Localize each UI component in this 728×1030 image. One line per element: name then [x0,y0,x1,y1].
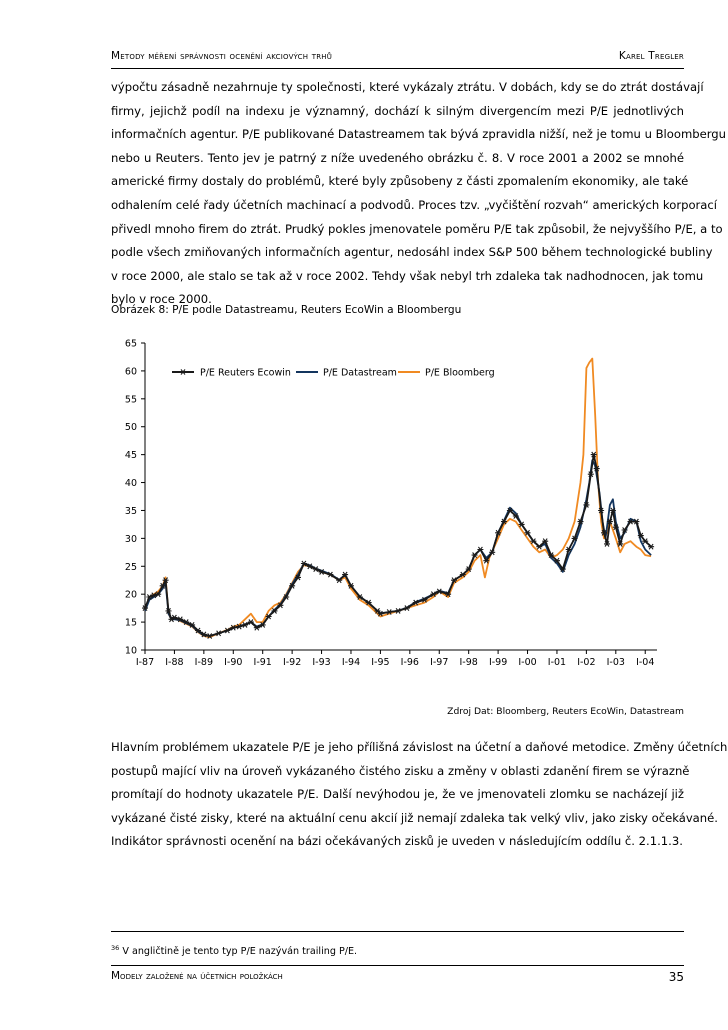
data-point [554,558,560,563]
text-line: podle všech zmiňovaných informačních agentur, nedosáhl index S&P 500 během technologické bubliny [111,245,713,260]
data-point [307,564,313,569]
x-tick-label: I-96 [400,657,419,668]
data-point [617,541,623,546]
data-point [169,617,175,622]
y-tick-label: 55 [124,394,137,406]
x-tick-label: I-04 [636,657,655,668]
x-tick-label: I-90 [224,657,243,668]
data-point [566,547,572,552]
text-line: Hlavním problémem ukazatele P/E je jeho přílišná závislost na účetní a daňové metodice. Změny účetních [111,740,728,754]
data-point [395,608,401,613]
data-point [638,533,644,538]
data-point [216,631,222,636]
y-tick-label: 15 [124,617,137,629]
data-point [572,536,578,541]
data-point [507,508,513,513]
data-point [430,592,436,597]
data-point [598,508,604,513]
legend-label: P/E Datastream [323,367,397,379]
data-point [189,622,195,627]
text-line: firmy, jejichž podíl na indexu je významný, dochází k silným divergencím mezi P/E jednotlivých [111,103,684,118]
data-point [483,558,489,563]
source-note: Zdroj Dat: Bloomberg, Reuters EcoWin, Datastream [447,706,684,717]
data-point [236,624,242,629]
data-point [366,600,372,605]
data-point [445,592,451,597]
data-point [386,609,392,614]
data-point [151,593,157,598]
data-point [560,567,566,572]
chart-axes [125,339,657,669]
data-point [591,452,597,457]
figure-caption: Obrázek 8: P/E podle Datastreamu, Reuters EcoWin a Bloombergu [111,304,462,316]
paragraph-1 [111,76,727,312]
text-line: nebo u Reuters. Tento jev je patrný z níže uvedeného obrázku č. 8. V roce 2001 a 2002 se mnohé [111,150,684,165]
data-point [166,608,172,613]
series-line [145,455,651,636]
y-tick-label: 10 [124,645,137,657]
data-point [254,625,260,630]
data-point [519,522,525,527]
x-tick-label: I-92 [282,657,302,668]
data-point [628,519,634,524]
x-tick-label: I-00 [518,657,537,668]
footnote-text: V angličtině je tento typ P/E nazýván trailing P/E. [119,946,358,958]
data-point [622,527,628,532]
y-tick-label: 30 [124,533,137,545]
data-point [319,569,325,574]
y-tick-label: 65 [124,338,137,350]
y-tick-label: 45 [124,450,137,462]
text-line: informačních agentur. P/E publikované Datastreamem tak bývá zpravidla nižší, než je tomu u Bloombergu [111,127,727,142]
data-point [195,628,201,633]
footnote-rule [111,931,684,932]
data-point [451,578,457,583]
data-point [224,628,230,633]
footer-rule [111,965,684,966]
data-point [348,583,354,588]
data-point [472,553,478,558]
data-point [313,567,319,572]
data-point [230,625,236,630]
data-point [404,606,410,611]
data-point [248,620,254,625]
data-point [610,508,616,513]
data-point [289,583,295,588]
x-tick-label: I-97 [430,657,449,668]
data-point [377,611,383,616]
y-tick-label: 50 [124,422,137,434]
data-point [578,519,584,524]
data-point [466,567,472,572]
legend-label: P/E Reuters Ecowin [200,367,291,379]
chart-legend [172,368,495,379]
data-point [495,530,501,535]
data-point [336,578,342,583]
x-tick-label: I-88 [165,657,184,668]
text-line: odhalením celé řady účetních machinací a podvodů. Proces tzv. „vyčištění rozvah“ amerických korporací [111,197,718,212]
x-tick-label: I-91 [253,657,272,668]
x-tick-label: I-03 [606,657,625,668]
data-point [272,608,278,613]
data-point [648,544,654,549]
data-point [171,615,177,620]
data-point [295,575,301,580]
text-line: vykázané čisté zisky, které na aktuální cenu akcií již nemají zdaleka tak velký vliv, jako zisky očekávané. [111,810,718,825]
text-line: bylo v roce 2000. [111,292,212,307]
data-point [422,597,428,602]
x-tick-label: I-01 [547,657,567,668]
y-tick-label: 60 [124,366,137,378]
data-point [583,502,589,507]
data-point [530,539,536,544]
data-point [375,608,381,613]
data-point [601,530,607,535]
data-point [357,594,363,599]
data-point [160,583,166,588]
x-tick-label: I-93 [312,657,331,668]
text-line: Indikátor správnosti ocenění na bázi očekávaných zisků je uveden v následujícím oddílu č. 2.1.1.3. [111,834,683,849]
data-point [604,541,610,546]
footnote-number: 36 [111,944,120,952]
header-title: Metody měření správnosti ocenění akciových trhů [111,50,333,62]
chart-series [142,359,654,639]
text-line: postupů mající vliv na úroveň vykázaného čistého zisku a změny v oblasti zdanění firem se výrazně [111,763,690,778]
data-point [588,472,594,477]
data-point [163,578,169,583]
data-point [525,530,531,535]
data-point [542,539,548,544]
data-point [177,617,183,622]
data-point [201,632,207,637]
text-line: přivedl mnoho firem do ztrát. Prudký pokles jmenovatele poměru P/E tak způsobil, že nejvyššího P/E, a to [111,221,723,236]
footnote [111,944,357,957]
text-line: výpočtu zásadně nezahrnuje ty společnosti, které vykázaly ztrátu. V dobách, kdy se do ztrát dostávají [111,80,704,94]
data-point [183,620,189,625]
data-point [642,539,648,544]
header-rule [111,68,684,69]
data-point [607,519,613,524]
data-point [413,600,419,605]
series-line [145,460,651,636]
data-point [513,513,519,518]
x-tick-label: I-87 [135,657,155,668]
data-point [301,561,307,566]
y-tick-label: 25 [124,561,137,573]
y-tick-label: 40 [124,478,137,490]
data-point [207,633,213,638]
data-point [142,606,148,611]
y-tick-label: 20 [124,589,137,601]
x-tick-label: I-02 [577,657,596,668]
page-number: 35 [668,970,684,984]
data-point [460,572,466,577]
data-point [633,519,639,524]
x-tick-label: I-99 [488,657,508,668]
paragraph-2 [111,736,728,854]
data-point [260,622,266,627]
data-point [536,544,542,549]
data-point [548,553,554,558]
legend-label: P/E Bloomberg [425,367,495,379]
data-point [283,594,289,599]
data-point [327,572,333,577]
x-tick-label: I-98 [459,657,478,668]
data-point [266,614,272,619]
x-tick-label: I-89 [194,657,214,668]
data-point [613,525,619,530]
data-point [594,466,600,471]
text-line: americké firmy dostaly do problémů, které byly způsobeny z části zpomalením ekonomiky, ale také [111,174,689,189]
data-point [155,592,161,597]
data-point [489,550,495,555]
legend-marker [180,369,186,374]
data-point [277,603,283,608]
x-tick-label: I-94 [341,657,361,668]
text-line: promítají do hodnoty ukazatele P/E. Další nevýhodou je, že ve jmenovateli zlomku se nacházejí již [111,787,684,802]
data-point [342,572,348,577]
data-point [436,589,442,594]
data-point [242,622,248,627]
header-author: Karel Tregler [618,50,684,62]
data-point [501,519,507,524]
data-point [146,594,152,599]
x-tick-label: I-95 [371,657,390,668]
text-line: v roce 2000, ale stalo se tak až v roce 2002. Tehdy však nebyl trh zdaleka tak nadhodnocen, jak tomu [111,268,704,283]
y-tick-label: 35 [124,505,137,517]
series-line [145,359,651,638]
footer-title: Modely založené na účetních položkách [111,970,283,982]
data-point [477,547,483,552]
